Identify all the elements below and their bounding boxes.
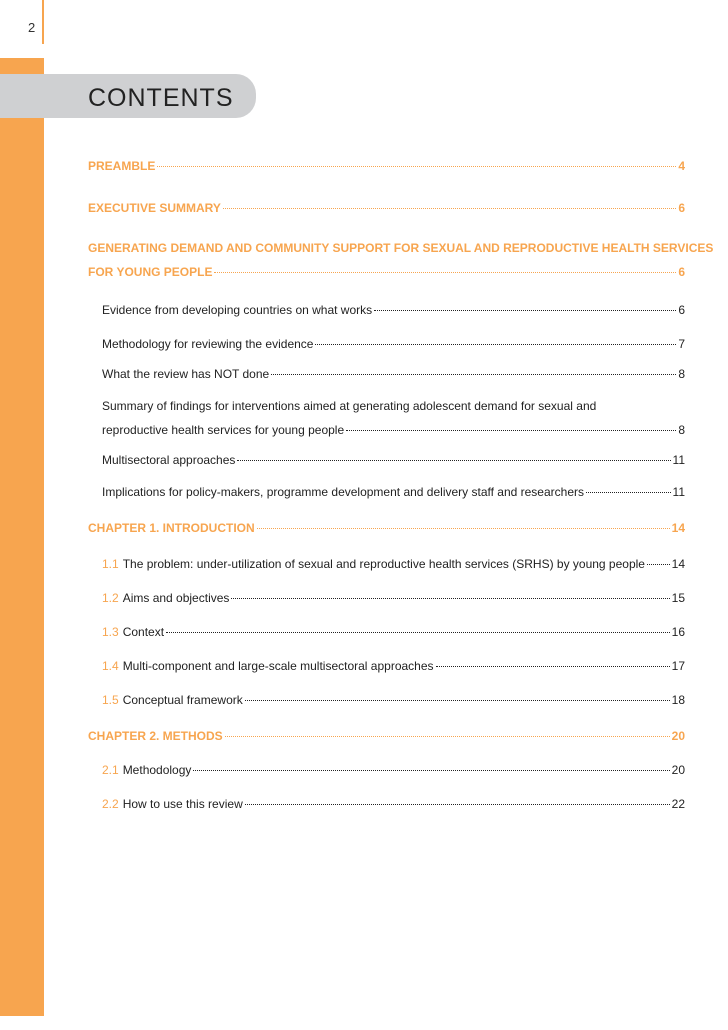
- dot-leader: [271, 374, 676, 375]
- toc-entry-number: 2.1: [102, 763, 119, 777]
- toc-entry-page: 14: [671, 521, 685, 535]
- toc-entry-label: The problem: under-utilization of sexual and reproductive health services (SRHS) by young people: [122, 557, 645, 571]
- toc-entry-label: How to use this review: [122, 797, 243, 811]
- toc-entry-page: 7: [678, 337, 685, 351]
- dot-leader: [214, 272, 676, 273]
- toc-entry[interactable]: [102, 366, 685, 383]
- toc-entry-page: 16: [671, 625, 685, 639]
- dot-leader: [436, 666, 670, 667]
- toc-entry[interactable]: [102, 796, 685, 813]
- dot-leader: [157, 166, 676, 167]
- toc-entry[interactable]: [102, 422, 685, 439]
- dot-leader: [225, 736, 670, 737]
- toc-entry[interactable]: [102, 556, 685, 573]
- toc-entry-label: EXECUTIVE SUMMARY: [88, 201, 221, 215]
- toc-entry-label: Evidence from developing countries on what works: [102, 303, 373, 317]
- toc-entry-line: GENERATING DEMAND AND COMMUNITY SUPPORT FOR SEXUAL AND REPRODUCTIVE HEALTH SERVICES: [88, 241, 714, 255]
- toc-entry-page: 8: [678, 367, 685, 381]
- toc-entry[interactable]: [102, 484, 685, 501]
- dot-leader: [193, 770, 669, 771]
- dot-leader: [237, 460, 670, 461]
- toc-entry-label: Aims and objectives: [122, 591, 230, 605]
- toc-entry-number: 1.2: [102, 591, 119, 605]
- toc-entry-label: PREAMBLE: [88, 159, 156, 173]
- toc-entry-label: Context: [122, 625, 165, 639]
- toc-entry-label: CHAPTER 2. METHODS: [88, 729, 223, 743]
- toc-entry-page: 11: [672, 453, 685, 467]
- dot-leader: [647, 564, 670, 565]
- toc-entry-page: 14: [671, 557, 685, 571]
- dot-leader: [223, 208, 676, 209]
- dot-leader: [315, 344, 676, 345]
- toc-entry-page: 6: [678, 201, 685, 215]
- toc-entry[interactable]: [102, 452, 685, 469]
- toc-entry-label: Multisectoral approaches: [102, 453, 236, 467]
- toc-entry-page: 22: [671, 797, 685, 811]
- toc-entry-page: 11: [672, 485, 685, 499]
- toc-entry[interactable]: [102, 762, 685, 779]
- toc-entry[interactable]: [102, 590, 685, 607]
- dot-leader: [346, 430, 676, 431]
- toc-entry-number: 1.1: [102, 557, 119, 571]
- toc-entry[interactable]: [88, 200, 685, 217]
- top-rule: [42, 0, 44, 44]
- toc-entry-page: 15: [671, 591, 685, 605]
- toc-entry-label: Multi-component and large-scale multisectoral approaches: [122, 659, 434, 673]
- toc-entry[interactable]: [102, 336, 685, 353]
- toc-entry-number: 1.4: [102, 659, 119, 673]
- toc-entry-number: 1.3: [102, 625, 119, 639]
- toc-entry-page: 20: [671, 729, 685, 743]
- toc-entry-label: reproductive health services for young people: [102, 423, 345, 437]
- dot-leader: [245, 700, 670, 701]
- toc-entry[interactable]: [88, 520, 685, 537]
- toc-entry[interactable]: [88, 264, 685, 281]
- toc-entry-page: 18: [671, 693, 685, 707]
- toc-entry-number: 1.5: [102, 693, 119, 707]
- dot-leader: [245, 804, 670, 805]
- toc-entry[interactable]: [102, 624, 685, 641]
- toc-entry-page: 6: [678, 303, 685, 317]
- toc-entry-label: CHAPTER 1. INTRODUCTION: [88, 521, 255, 535]
- toc-entry-number: 2.2: [102, 797, 119, 811]
- toc-entry[interactable]: [88, 728, 685, 745]
- dot-leader: [374, 310, 676, 311]
- toc-entry-page: 6: [678, 265, 685, 279]
- toc-entry[interactable]: [88, 158, 685, 175]
- toc-entry-line: Summary of findings for interventions aimed at generating adolescent demand for sexual and: [102, 399, 597, 413]
- toc-entry-label: Conceptual framework: [122, 693, 243, 707]
- dot-leader: [231, 598, 669, 599]
- toc-entry-page: 4: [678, 159, 685, 173]
- toc-entry[interactable]: [102, 658, 685, 675]
- side-bar: [0, 58, 44, 1016]
- page-number: 2: [28, 20, 36, 35]
- toc-entry-label: Methodology for reviewing the evidence: [102, 337, 314, 351]
- toc-entry-page: 20: [671, 763, 685, 777]
- toc-entry-page: 17: [671, 659, 685, 673]
- page-title: CONTENTS: [88, 84, 234, 112]
- dot-leader: [586, 492, 671, 493]
- toc-entry-label: What the review has NOT done: [102, 367, 270, 381]
- dot-leader: [257, 528, 670, 529]
- toc-entry[interactable]: [102, 692, 685, 709]
- toc-entry-label: Methodology: [122, 763, 192, 777]
- toc-entry[interactable]: [102, 302, 685, 319]
- toc-entry-label: Implications for policy-makers, programme development and delivery staff and researchers: [102, 485, 584, 499]
- toc-entry-label: FOR YOUNG PEOPLE: [88, 265, 213, 279]
- dot-leader: [166, 632, 670, 633]
- toc-entry-page: 8: [678, 423, 685, 437]
